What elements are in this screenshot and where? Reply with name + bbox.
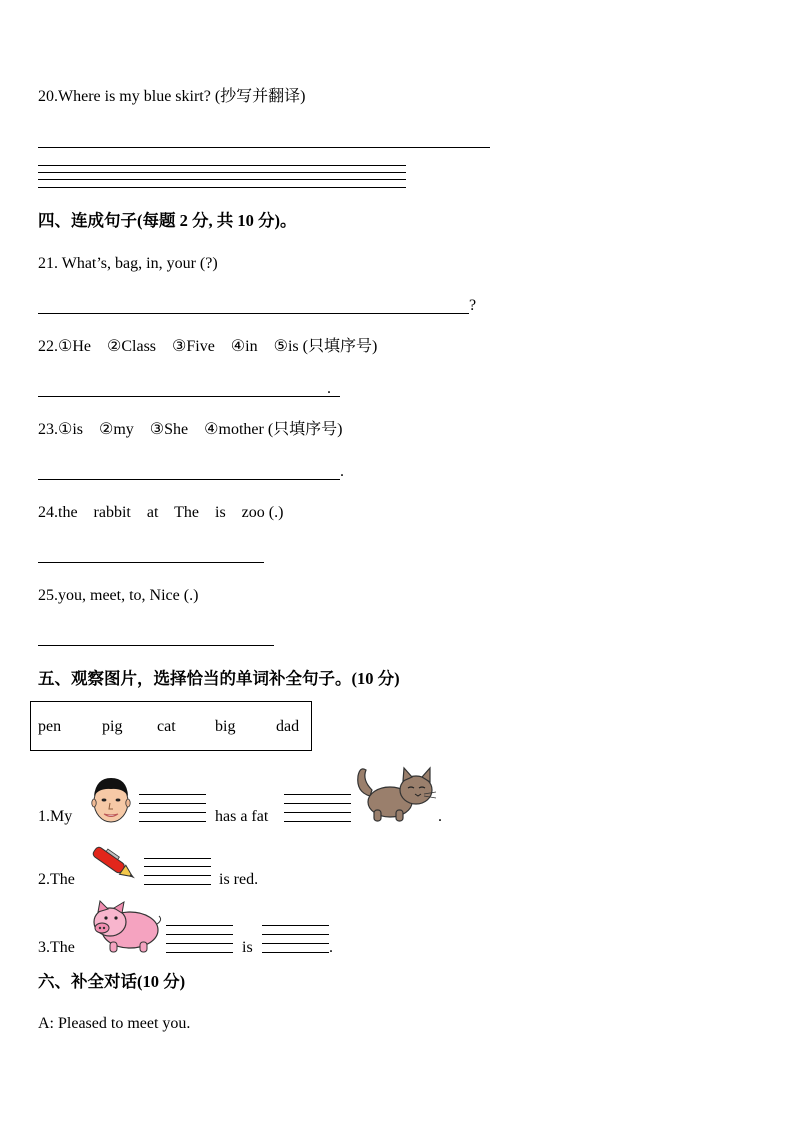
pen-icon — [88, 843, 142, 887]
question-24: 24.the rabbit at The is zoo (.) — [38, 504, 284, 521]
writing-line — [284, 812, 351, 813]
writing-line — [38, 165, 406, 166]
writing-line — [262, 952, 329, 953]
writing-line — [262, 925, 329, 926]
word-bank-item: pig — [102, 718, 123, 735]
question-25: 25.you, meet, to, Nice (.) — [38, 587, 199, 604]
writing-line — [284, 794, 351, 795]
writing-line — [166, 934, 233, 935]
answer-line — [38, 313, 469, 314]
question-22-end-mark: . — [327, 380, 331, 397]
answer-line — [38, 396, 340, 397]
answer-line — [38, 147, 490, 148]
sentence-1-end-mark: . — [438, 808, 442, 825]
answer-line — [38, 562, 264, 563]
sentence-3-middle: is — [242, 939, 253, 956]
word-bank — [30, 701, 312, 751]
section-5-heading: 五、观察图片，选择恰当的单词补全句子。(10 分) — [38, 669, 400, 688]
writing-line — [139, 794, 206, 795]
man-face-icon — [86, 774, 136, 824]
writing-line — [144, 884, 211, 885]
question-22: 22.①He ②Class ③Five ④in ⑤is (只填序号) — [38, 338, 378, 355]
answer-line — [38, 479, 340, 480]
writing-line — [144, 866, 211, 867]
word-bank-item: dad — [276, 718, 300, 735]
writing-line — [139, 803, 206, 804]
writing-line — [166, 952, 233, 953]
sentence-1-start: 1.My — [38, 808, 73, 825]
sentence-2-end: is red. — [219, 871, 259, 888]
question-21: 21. What’s, bag, in, your (?) — [38, 255, 218, 272]
cat-icon — [352, 762, 438, 824]
writing-line — [144, 858, 211, 859]
writing-line — [166, 943, 233, 944]
writing-line — [38, 187, 406, 188]
section-6-heading: 六、补全对话(10 分) — [38, 972, 186, 991]
writing-line — [284, 821, 351, 822]
writing-line — [166, 925, 233, 926]
writing-line — [38, 179, 406, 180]
sentence-1-middle: has a fat — [215, 808, 269, 825]
writing-line — [262, 934, 329, 935]
writing-line — [144, 875, 211, 876]
pig-icon — [90, 900, 164, 956]
sentence-3-start: 3.The — [38, 939, 75, 956]
writing-line — [139, 812, 206, 813]
question-23-end-mark: . — [340, 463, 344, 480]
writing-line — [139, 821, 206, 822]
question-23: 23.①is ②my ③She ④mother (只填序号) — [38, 421, 343, 438]
section-4-heading: 四、连成句子(每题 2 分, 共 10 分)。 — [38, 211, 297, 230]
question-20: 20.Where is my blue skirt? (抄写并翻译) — [38, 88, 306, 105]
question-21-end-mark: ? — [469, 297, 477, 314]
word-bank-item: cat — [157, 718, 176, 735]
word-bank-item: pen — [38, 718, 62, 735]
answer-line — [38, 645, 274, 646]
writing-line — [262, 943, 329, 944]
word-bank-item: big — [215, 718, 236, 735]
dialogue-line-a: A: Pleased to meet you. — [38, 1015, 191, 1032]
writing-line — [38, 172, 406, 173]
sentence-2-start: 2.The — [38, 871, 75, 888]
sentence-3-end-mark: . — [329, 939, 333, 956]
writing-line — [284, 803, 351, 804]
